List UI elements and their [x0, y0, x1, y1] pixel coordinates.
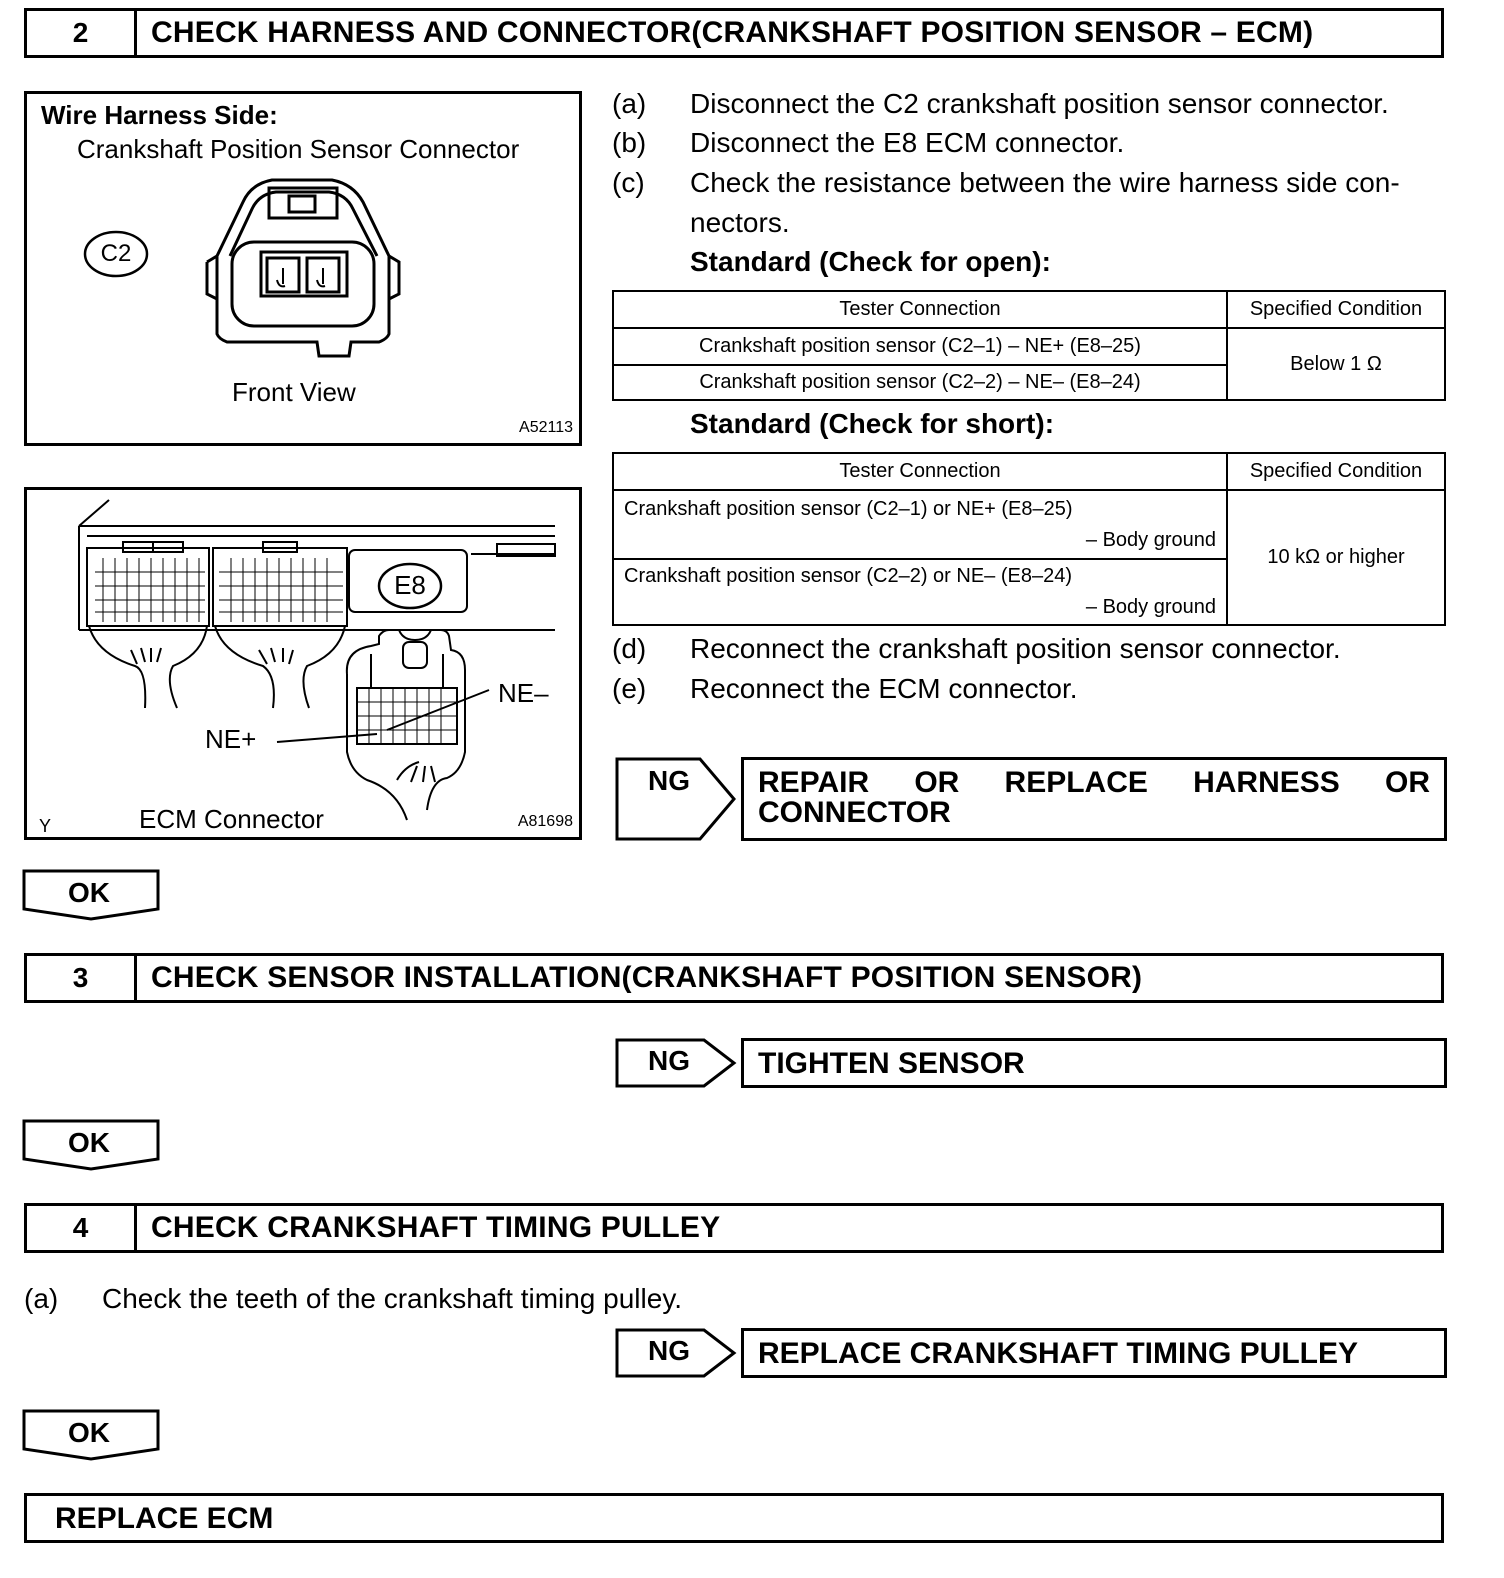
table-cell: Crankshaft position sensor (C2–1) or NE+ (E8–25) – Body ground — [613, 490, 1227, 559]
step-number: 4 — [27, 1206, 137, 1250]
connector-tag-c2: C2 — [100, 240, 132, 267]
instruction-4a: (a) Check the teeth of the crankshaft timing pulley. — [24, 1283, 683, 1314]
final-result-text: REPLACE ECM — [55, 1502, 274, 1535]
connector-tag-e8: E8 — [394, 570, 426, 600]
figure-subheading: Crankshaft Position Sensor Connector — [77, 134, 520, 164]
figure-code: A52113 — [519, 419, 573, 436]
short-standard-table — [612, 452, 1446, 626]
table-header: Tester Connection — [613, 291, 1227, 328]
ecm-connector-figure — [24, 487, 582, 840]
ng-result-box — [741, 1328, 1447, 1378]
ecm-connector-drawing — [27, 490, 579, 837]
step-number: 2 — [27, 11, 137, 55]
ok-label: OK — [68, 877, 110, 908]
ne-plus-label: NE+ — [205, 724, 257, 754]
step-title: CHECK CRANKSHAFT TIMING PULLEY — [151, 1211, 721, 1244]
ok-label: OK — [68, 1417, 110, 1448]
table-header: Specified Condition — [1227, 453, 1445, 490]
ng-result-line2: CONNECTOR — [758, 796, 951, 829]
ok-arrow — [22, 869, 162, 921]
ng-result-line1: REPAIR OR REPLACE HARNESS OR — [758, 766, 1430, 799]
step-4-header — [24, 1203, 1444, 1253]
open-standard-title: Standard (Check for open): — [690, 246, 1051, 277]
step-2-header — [24, 8, 1444, 58]
instruction-d: (d) Reconnect the crankshaft position sensor connector. — [612, 633, 1341, 664]
step-title: CHECK SENSOR INSTALLATION(CRANKSHAFT POSITION SENSOR) — [151, 961, 1143, 994]
instruction-e: (e) Reconnect the ECM connector. — [612, 673, 1078, 704]
ng-label: NG — [648, 1335, 690, 1366]
ecm-connector-caption: ECM Connector — [139, 804, 324, 834]
ng-label: NG — [648, 765, 690, 796]
instruction-b: (b) Disconnect the E8 ECM connector. — [612, 127, 1125, 158]
ng-result-text: TIGHTEN SENSOR — [758, 1047, 1025, 1080]
final-result-box — [24, 1493, 1444, 1543]
figure-heading: Wire Harness Side: — [41, 100, 278, 130]
ng-label: NG — [648, 1045, 690, 1076]
ok-label: OK — [68, 1127, 110, 1158]
instruction-a: (a) Disconnect the C2 crankshaft position sensor connector. — [612, 88, 1389, 119]
ne-minus-label: NE– — [498, 678, 549, 708]
table-header: Tester Connection — [613, 453, 1227, 490]
front-view-label: Front View — [232, 377, 356, 407]
step-3-header — [24, 953, 1444, 1003]
ng-result-box — [741, 1038, 1447, 1088]
table-cell: Crankshaft position sensor (C2–2) – NE– (E8–24) — [613, 365, 1227, 400]
step-number: 3 — [27, 956, 137, 1000]
short-standard-title: Standard (Check for short): — [690, 408, 1055, 439]
figure-code: A81698 — [517, 813, 573, 830]
table-cell: 10 kΩ or higher — [1227, 490, 1445, 625]
open-standard-table — [612, 290, 1446, 401]
corner-label: Y — [39, 816, 52, 836]
step-title: CHECK HARNESS AND CONNECTOR(CRANKSHAFT POSITION SENSOR – ECM) — [151, 16, 1314, 49]
table-cell: Crankshaft position sensor (C2–1) – NE+ (E8–25) — [613, 328, 1227, 365]
ok-arrow — [22, 1409, 162, 1461]
ok-arrow — [22, 1119, 162, 1171]
ng-result-text: REPLACE CRANKSHAFT TIMING PULLEY — [758, 1337, 1358, 1370]
table-cell: Crankshaft position sensor (C2–2) or NE– (E8–24) – Body ground — [613, 559, 1227, 625]
table-header: Specified Condition — [1227, 291, 1445, 328]
sensor-connector-figure — [24, 91, 582, 446]
instruction-c: (c) Check the resistance between the wire harness side con- nectors. — [612, 167, 1400, 238]
ng-result-box — [741, 757, 1447, 841]
table-cell: Below 1 Ω — [1227, 328, 1445, 400]
